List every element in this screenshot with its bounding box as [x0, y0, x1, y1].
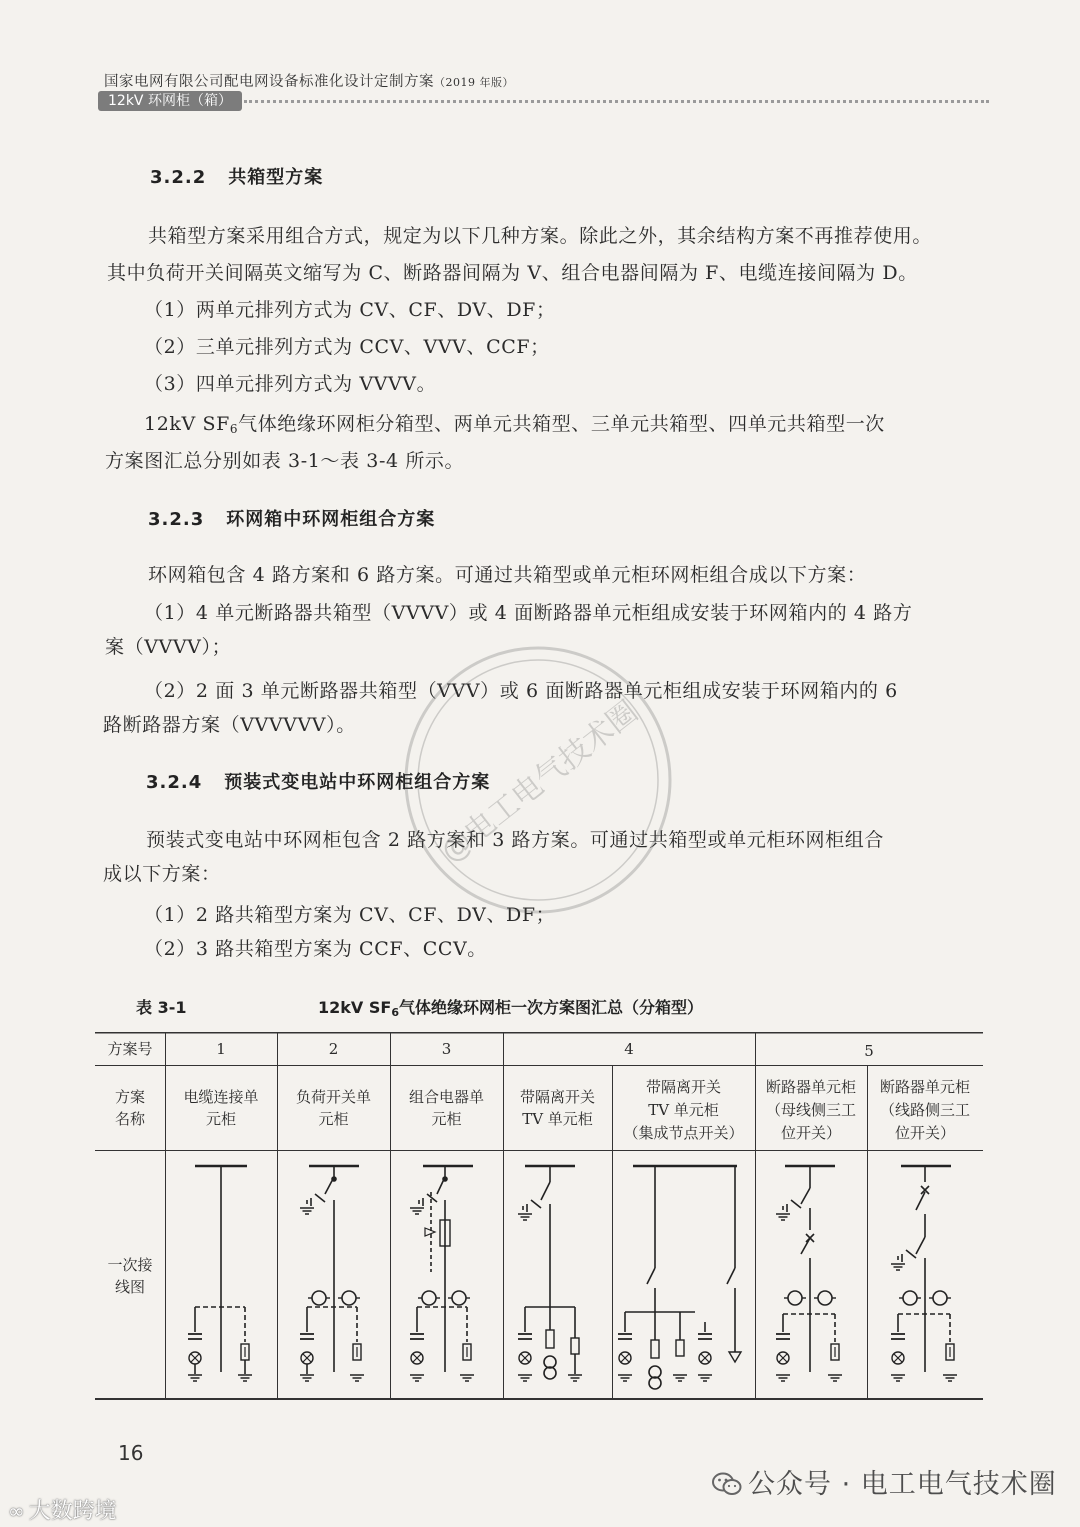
scheme-number: 3	[441, 1040, 452, 1058]
source-watermark: ∞ 大数跨境	[8, 1499, 117, 1524]
list-item: （1）2 路共箱型方案为 CV、CF、DV、DF；	[144, 904, 556, 926]
page-number: 16	[118, 1441, 144, 1465]
row-header-diagram: 一次接	[107, 1256, 153, 1274]
wechat-icon	[712, 1471, 742, 1497]
watermark-text: @电工电气技术圈	[434, 694, 645, 870]
running-header-edition: （2019 年版）	[434, 76, 514, 89]
table-label: 表 3-1	[136, 998, 187, 1017]
list-item-continued: 路断路器方案（VVVVVV）。	[103, 714, 356, 736]
paragraph-line: 预装式变电站中环网柜包含 2 路方案和 3 路方案。可通过共箱型或单元柜环网柜组合	[146, 829, 884, 851]
infinity-logo-icon: ∞	[8, 1499, 25, 1523]
paragraph-line: 12kV $SF_6$气体绝缘环网柜分箱型、两单元共箱型、三单元共箱型、四单元共箱型一次	[144, 413, 885, 436]
list-item: （3）四单元排列方式为 VVVV。	[144, 373, 437, 395]
paragraph-line: 其中负荷开关间隔英文缩写为 C、断路器间隔为 V、组合电器间隔为 F、电缆连接间隔为 D。	[107, 262, 918, 284]
paragraph-line: 环网箱包含 4 路方案和 6 路方案。可通过共箱型或单元柜环网柜组合成以下方案：	[148, 564, 867, 586]
section-title: 预装式变电站中环网柜组合方案	[224, 772, 491, 793]
row-header-diagram: 线图	[114, 1278, 145, 1296]
list-item: （2）2 面 3 单元断路器共箱型（VVV）或 6 面断路器单元柜组成安装于环网箱内的 6	[144, 680, 898, 702]
scheme-name: 断路器单元柜	[765, 1078, 856, 1096]
scheme-name: TV 单元柜	[648, 1101, 719, 1119]
scheme-number: 2	[328, 1040, 339, 1058]
scheme-number: 1	[216, 1040, 226, 1058]
scheme-name: 断路器单元柜	[879, 1078, 970, 1096]
list-item: （2）3 路共箱型方案为 CCF、CCV。	[144, 938, 487, 960]
scheme-name: （集成节点开关）	[623, 1124, 744, 1142]
row-header-scheme-no: 方案号	[107, 1040, 153, 1058]
section-heading-3-2-2	[150, 163, 323, 189]
scheme-name: 带隔离开关	[519, 1088, 595, 1106]
paragraph-line: 共箱型方案采用组合方式，规定为以下几种方案。除此之外，其余结构方案不再推荐使用。	[148, 225, 933, 247]
watermark-stamp	[398, 640, 678, 920]
row-header-scheme-name: 方案	[114, 1088, 145, 1106]
section-title: 共箱型方案	[228, 167, 324, 188]
list-item: （1）两单元排列方式为 CV、CF、DV、DF；	[144, 299, 556, 321]
scheme-name: 元柜	[431, 1110, 462, 1128]
scheme-name: （母线侧三工	[765, 1101, 856, 1119]
running-header-title: 国家电网有限公司配电网设备标准化设计定制方案（2019 年版）	[104, 74, 514, 90]
scheme-name: 位开关）	[780, 1124, 841, 1142]
scheme-name: （线路侧三工	[879, 1101, 970, 1119]
scheme-name: 位开关）	[894, 1124, 955, 1142]
scheme-name: 带隔离开关	[645, 1078, 721, 1096]
scheme-name: TV 单元柜	[522, 1110, 593, 1128]
scheme-name: 电缆连接单	[183, 1088, 259, 1106]
table-title: 12kV $SF_6$气体绝缘环网柜一次方案图汇总（分箱型）	[318, 998, 703, 1019]
scheme-name: 元柜	[318, 1110, 349, 1128]
wechat-account-credit: 公众号 · 电工电气技术圈	[712, 1462, 1057, 1501]
single-line-diagrams	[95, 1032, 983, 1400]
section-number: 3.2.2	[150, 167, 207, 188]
chapter-badge: 12kV 环网柜（箱）	[98, 91, 242, 111]
scheme-name: 元柜	[205, 1110, 236, 1128]
scheme-number: 5	[864, 1042, 874, 1060]
scheme-table	[95, 1032, 983, 1400]
paragraph-line: 成以下方案：	[103, 863, 221, 885]
paragraph-line: 方案图汇总分别如表 3-1～表 3-4 所示。	[105, 450, 465, 472]
list-item: （2）三单元排列方式为 CCV、VVV、CCF；	[144, 336, 550, 358]
scheme-name: 组合电器单	[408, 1088, 484, 1106]
scheme-number: 4	[624, 1040, 634, 1058]
list-item-continued: 案（VVVV）；	[105, 636, 232, 658]
row-header-scheme-name: 名称	[114, 1110, 145, 1128]
list-item: （1）4 单元断路器共箱型（VVVV）或 4 面断路器单元柜组成安装于环网箱内的 4 路方	[144, 602, 913, 624]
scheme-name: 负荷开关单	[295, 1088, 371, 1106]
section-number: 3.2.4	[146, 772, 203, 793]
section-number: 3.2.3	[148, 509, 205, 530]
section-heading-3-2-3	[148, 505, 435, 531]
header-dotted-rule	[244, 100, 989, 103]
section-title: 环网箱中环网柜组合方案	[226, 509, 436, 530]
